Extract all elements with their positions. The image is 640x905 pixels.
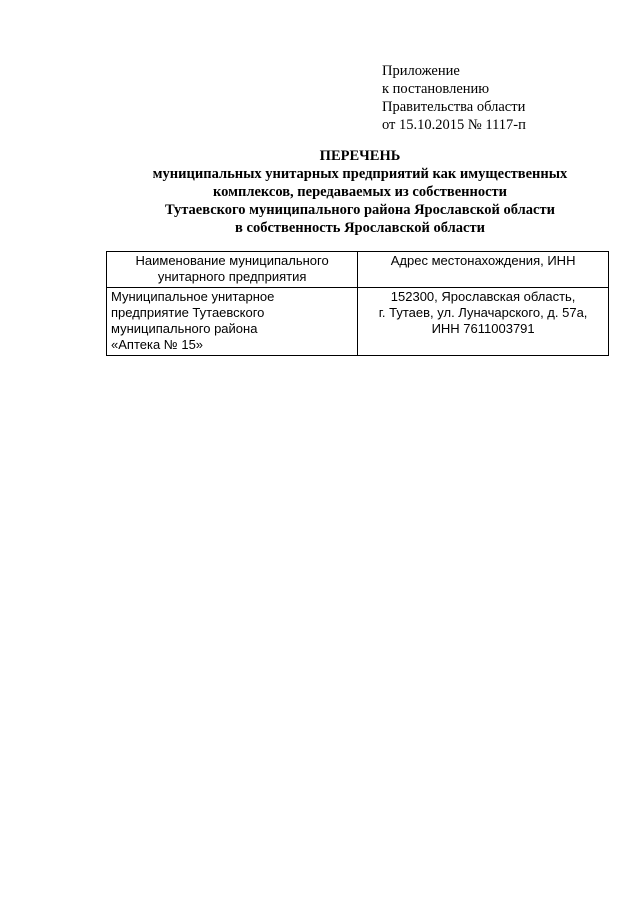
header-name-line: Наименование муниципального [135,253,329,268]
cell-enterprise-address [358,288,609,356]
enterprise-name-line: предприятие Тутаевского [111,305,265,320]
enterprise-table [106,251,609,356]
header-cell-name [107,252,358,288]
appendix-line: Приложение [382,63,460,79]
enterprise-address-line: г. Тутаев, ул. Луначарского, д. 57а, [378,305,588,320]
enterprise-name-line: Муниципальное унитарное [111,289,275,304]
appendix-line: от 15.10.2015 № 1117-п [382,117,526,133]
appendix-line: Правительства области [382,99,526,115]
header-address-text: Адрес местонахождения, ИНН [390,253,576,268]
header-name-line: унитарного предприятия [157,269,307,284]
document-title [100,147,620,237]
enterprise-address-line: ИНН 7611003791 [431,321,535,336]
title-subtitle-line: муниципальных унитарных предприятий как имущественных [152,166,568,182]
enterprise-name-line: муниципального района [111,321,258,336]
header-cell-address [358,252,609,288]
enterprise-name-line: «Аптека № 15» [111,337,204,352]
title-subtitle-line: в собственность Ярославской области [235,220,485,236]
cell-enterprise-name [107,288,358,356]
table-header-row [107,252,609,288]
appendix-reference [382,62,526,134]
table-row [107,288,609,356]
appendix-line: к постановлению [382,81,490,97]
enterprise-address-line: 152300, Ярославская область, [390,289,576,304]
title-subtitle-line: Тутаевского муниципального района Ярославской области [165,202,555,218]
title-heading: ПЕРЕЧЕНЬ [319,148,401,164]
title-subtitle-line: комплексов, передаваемых из собственности [212,184,508,200]
